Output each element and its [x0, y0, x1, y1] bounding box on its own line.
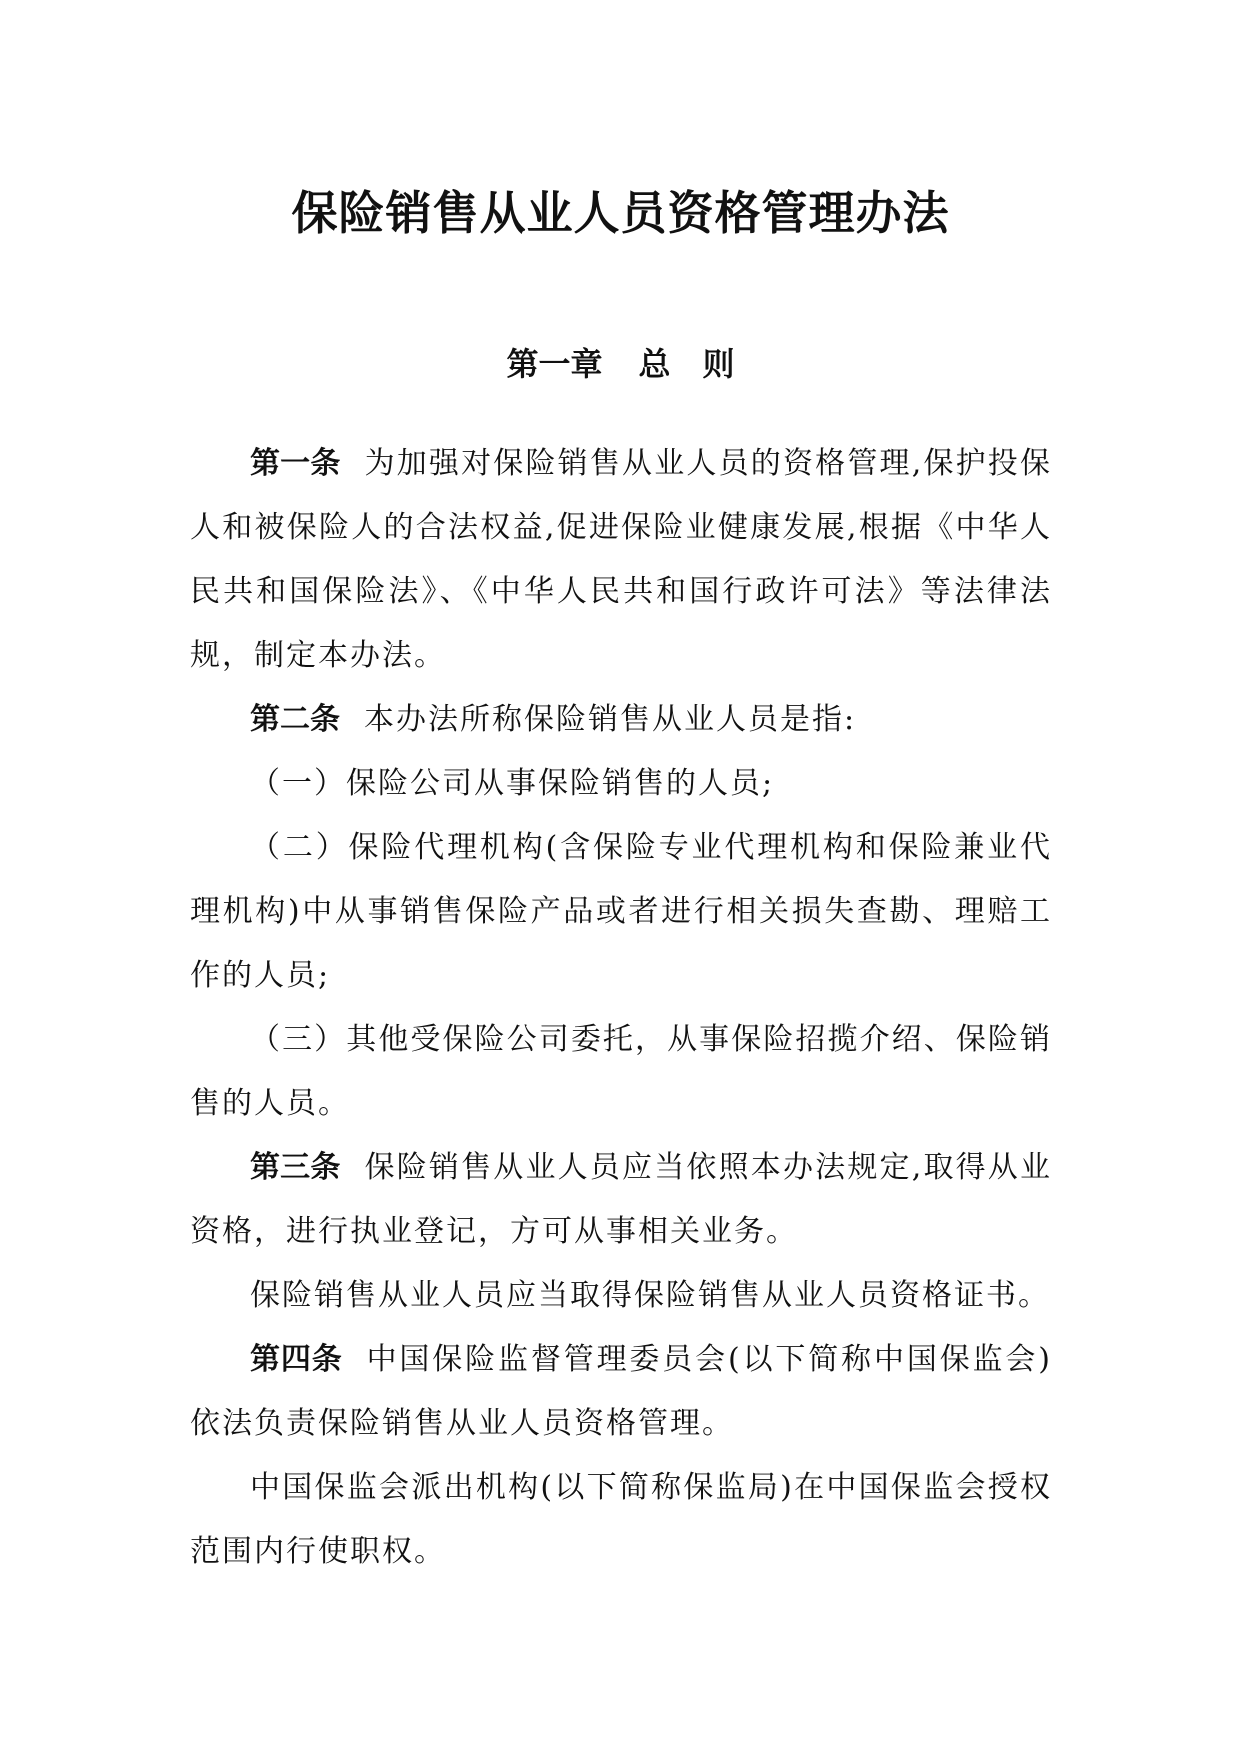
article-text: （一）保险公司从事保险销售的人员;: [250, 766, 775, 801]
article-1: [190, 432, 1052, 688]
article-number: 第二条: [250, 702, 340, 737]
article-text: 中国保监会派出机构(以下简称保监局)在中国保监会授权范围内行使职权。: [190, 1470, 1052, 1569]
article-text: 本办法所称保险销售从业人员是指:: [364, 702, 857, 737]
article-text: 为加强对保险销售从业人员的资格管理,保护投保人和被保险人的合法权益,促进保险业健康发展,根据《中华人民共和国保险法》、《中华人民共和国行政许可法》等法律法规，制定本办法。: [190, 446, 1052, 673]
article-4-paragraph-2: [190, 1456, 1052, 1584]
chapter-heading: [0, 342, 1241, 386]
article-3-paragraph-2: [190, 1264, 1052, 1328]
article-text: （三）其他受保险公司委托，从事保险招揽介绍、保险销售的人员。: [190, 1022, 1052, 1121]
article-number: 第四条: [250, 1342, 343, 1377]
article-text: （二）保险代理机构(含保险专业代理机构和保险兼业代理机构)中从事销售保险产品或者进行相关损失查勘、理赔工作的人员;: [190, 830, 1052, 993]
article-3: [190, 1136, 1052, 1264]
article-2-item-3: [190, 1008, 1052, 1136]
article-text: 保险销售从业人员应当取得保险销售从业人员资格证书。: [250, 1278, 1050, 1313]
article-2-item-2: [190, 816, 1052, 1008]
article-text: 保险销售从业人员应当依照本办法规定,取得从业资格，进行执业登记，方可从事相关业务。: [190, 1150, 1052, 1249]
chapter-number: 第一章: [506, 345, 603, 383]
article-number: 第一条: [250, 446, 341, 481]
article-2: [190, 688, 1052, 752]
article-number: 第三条: [250, 1150, 341, 1185]
article-4: [190, 1328, 1052, 1456]
article-2-item-1: [190, 752, 1052, 816]
document-body: [190, 432, 1052, 1584]
article-text: 中国保险监督管理委员会(以下简称中国保监会)依法负责保险销售从业人员资格管理。: [190, 1342, 1052, 1441]
chapter-name: 总 则: [638, 345, 735, 383]
document-title: 保险销售从业人员资格管理办法: [291, 185, 950, 240]
